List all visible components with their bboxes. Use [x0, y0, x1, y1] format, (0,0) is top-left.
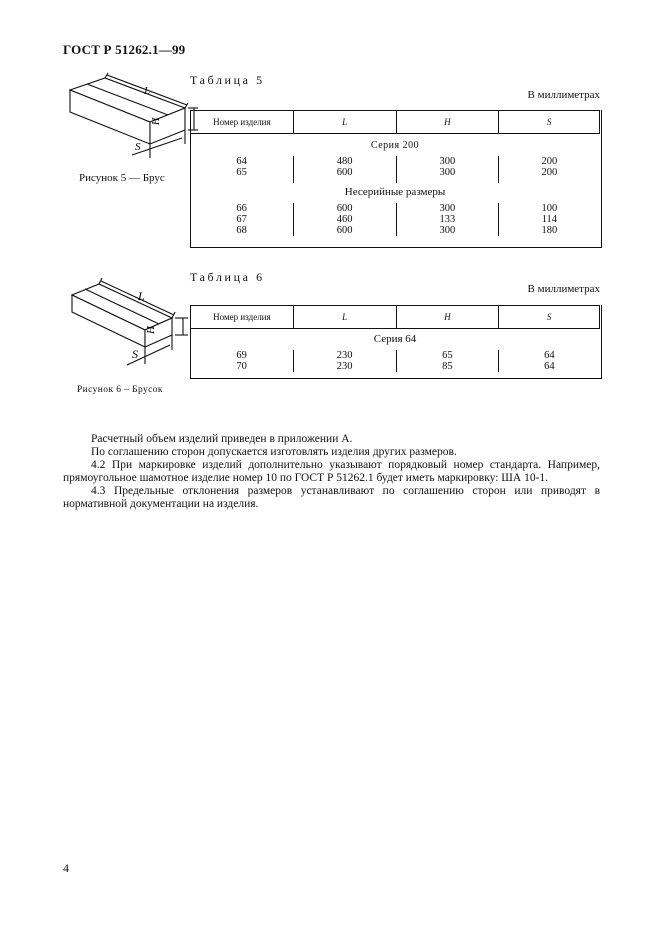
column-header: L [293, 306, 396, 329]
cell: 64 [499, 361, 600, 372]
column-header: Номер изделия [191, 111, 294, 134]
table-row [191, 225, 600, 236]
svg-text:S: S [135, 141, 141, 153]
table-row [191, 214, 600, 225]
cell: 133 [396, 214, 499, 225]
table-row [191, 156, 600, 167]
table-row [191, 167, 600, 178]
table-6-units: В миллиметрах [527, 283, 600, 295]
figure-5-drawing [60, 72, 200, 164]
cell: 480 [293, 156, 396, 167]
column-header: H [396, 111, 499, 134]
document-header: ГОСТ Р 51262.1—99 [63, 42, 186, 57]
cell: 64 [236, 156, 247, 167]
cell: 300 [396, 156, 499, 167]
series-row [191, 183, 600, 203]
table-6-title: Таблица 6 [190, 270, 265, 284]
cell: 70 [236, 361, 247, 372]
cell: 64 [499, 350, 600, 361]
table-header-row [191, 306, 600, 329]
cell: 200 [499, 156, 600, 167]
figure-6-caption: Рисунок 6 – Брусок [77, 385, 163, 395]
cell: 85 [396, 361, 499, 372]
page-number: 4 [63, 861, 69, 875]
cell: 65 [396, 350, 499, 361]
cell: 180 [499, 225, 600, 236]
series-label: Серия 200 [370, 140, 420, 151]
svg-text:S: S [132, 347, 138, 361]
svg-text:H: H [145, 326, 157, 334]
cell: 230 [293, 361, 396, 372]
cell: 600 [293, 167, 396, 178]
paragraph: 4.2 При маркировке изделий дополнительно указывают порядковый номер стандарта. Например, прямоугольное шамотное изделие номер 10 по ГОСТ Р 51262.1 будет иметь маркировку: ША 10-1. [63, 459, 600, 484]
figure-6-drawing [62, 270, 192, 378]
cell: 300 [396, 167, 499, 178]
column-header: L [293, 111, 396, 134]
series-label: Серия 64 [373, 333, 417, 345]
body-text [63, 433, 600, 511]
table-6 [190, 305, 600, 372]
column-header: S [499, 306, 600, 329]
table-row [191, 350, 600, 361]
cell: 114 [499, 214, 600, 225]
cell: 300 [396, 203, 499, 214]
svg-text:H: H [151, 117, 162, 125]
cell: 100 [499, 203, 600, 214]
cell: 68 [236, 225, 247, 236]
column-header: Номер изделия [191, 306, 294, 329]
column-header: S [499, 111, 600, 134]
cell: 200 [499, 167, 600, 178]
cell: 65 [236, 167, 247, 178]
cell: 67 [236, 214, 247, 225]
paragraph: Расчетный объем изделий приведен в приложении А. [91, 433, 353, 445]
series-row [191, 329, 600, 351]
cell: 230 [293, 350, 396, 361]
series-row [191, 134, 600, 157]
cell: 600 [293, 225, 396, 236]
svg-text:L: L [144, 85, 151, 97]
paragraph: По соглашению сторон допускается изготовлять изделия других размеров. [91, 446, 457, 458]
table-5 [190, 110, 600, 236]
cell: 460 [293, 214, 396, 225]
column-header: H [396, 306, 499, 329]
svg-text:L: L [138, 289, 145, 303]
cell: 66 [236, 203, 247, 214]
figure-5-caption: Рисунок 5 — Брус [79, 172, 165, 184]
table-header-row [191, 111, 600, 134]
cell: 300 [396, 225, 499, 236]
series-label: Несерийные размеры [344, 186, 446, 198]
table-row [191, 361, 600, 372]
table-row [191, 203, 600, 214]
cell: 600 [293, 203, 396, 214]
table-5-units: В миллиметрах [527, 89, 600, 101]
cell: 69 [236, 350, 247, 361]
paragraph: 4.3 Предельные отклонения размеров устанавливают по соглашению сторон или приводят в нормативной документации на изделия. [63, 485, 600, 510]
table-5-title: Таблица 5 [190, 73, 265, 87]
